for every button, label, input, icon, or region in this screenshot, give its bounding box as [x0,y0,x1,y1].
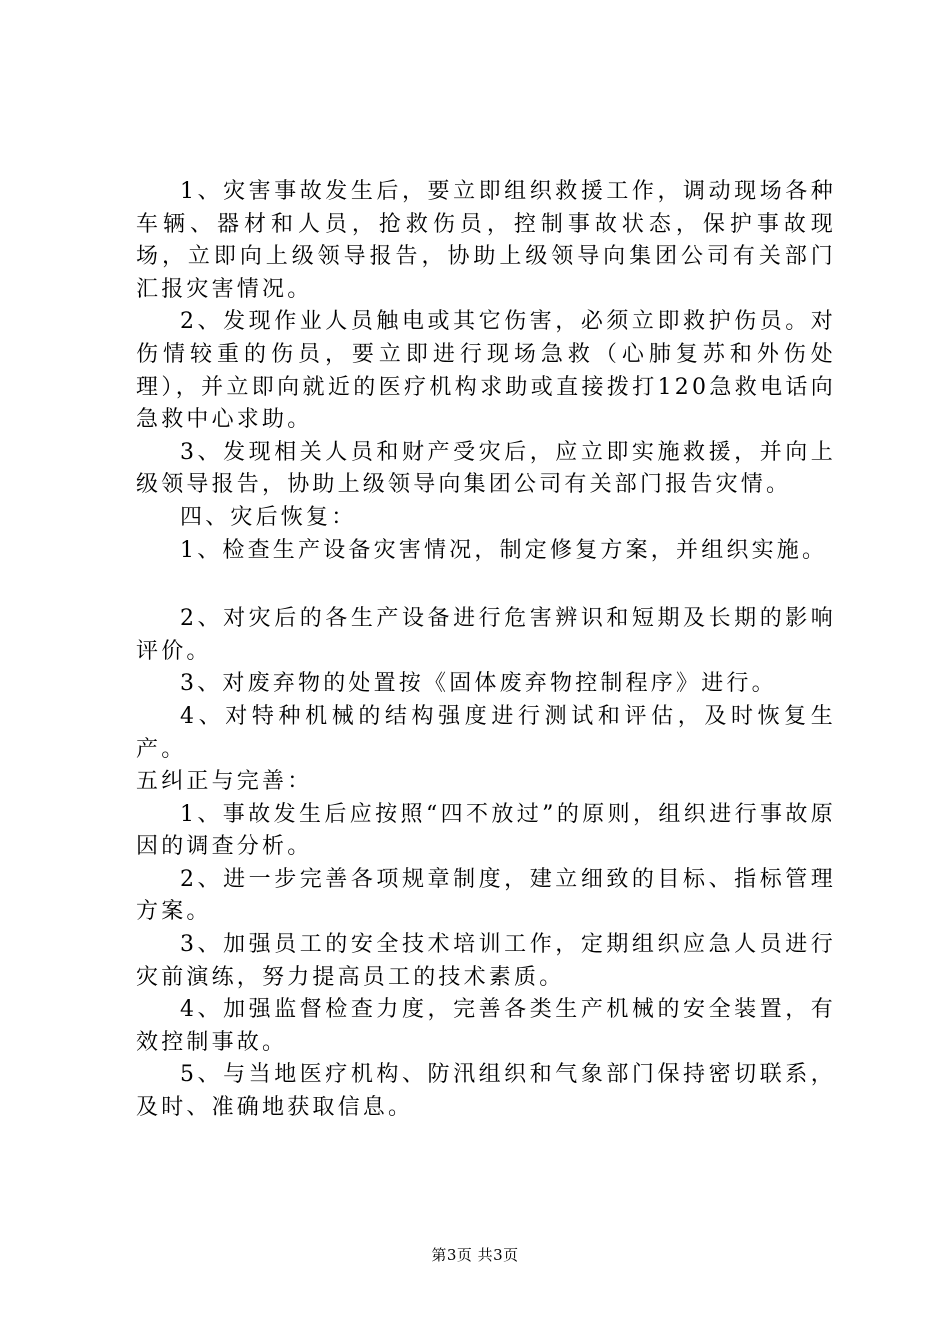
paragraph-waste-disposal: 3、对废弃物的处置按《固体废弃物控制程序》进行。 [180,671,777,697]
paragraph-machinery-testing: 4、对特种机械的结构强度进行测试和评估，及时恢复生产。 [136,703,836,762]
paragraph-supervision: 4、加强监督检查力度，完善各类生产机械的安全装置，有效控制事故。 [136,997,836,1055]
paragraph-property-damage-report: 3、发现相关人员和财产受灾后，应立即实施救援，并向上级领导报告，协助上级领导向集团公司有关部门报告灾情。 [136,439,836,498]
page-number-footer: 第3页 共3页 [431,1246,519,1264]
paragraph-external-liaison: 5、与当地医疗机构、防汛组织和气象部门保持密切联系，及时、准确地获取信息。 [136,1062,836,1121]
paragraph-equipment-inspection: 1、检查生产设备灾害情况，制定修复方案，并组织实施。 [180,537,828,563]
paragraph-hazard-evaluation: 2、对灾后的各生产设备进行危害辨识和短期及长期的影响评价。 [136,606,836,664]
document-body [136,176,836,1125]
paragraph-safety-training: 3、加强员工的安全技术培训工作，定期组织应急人员进行灾前演练，努力提高员工的技术素质。 [136,932,836,990]
paragraph-injury-first-aid: 2、发现作业人员触电或其它伤害，必须立即救护伤员。对伤情较重的伤员，要立即进行现场急救（心肺复苏和外伤处理），并立即向就近的医疗机构求助或直接拨打120急救电话向急救中心求助。 [136,309,836,433]
section-heading-correction: 五纠正与完善： [136,769,313,795]
section-heading-recovery: 四、灾后恢复： [180,504,357,530]
paragraph-regulations: 2、进一步完善各项规章制度，建立细致的目标、指标管理方案。 [136,866,836,925]
paragraph-accident-investigation: 1、事故发生后应按照“四不放过”的原则，组织进行事故原因的调查分析。 [136,801,836,860]
paragraph-rescue-organization: 1、灾害事故发生后，要立即组织救援工作，调动现场各种车辆、器材和人员，抢救伤员，控制事故状态，保护事故现场，立即向上级领导报告，协助上级领导向集团公司有关部门汇报灾害情况。 [136,179,836,302]
